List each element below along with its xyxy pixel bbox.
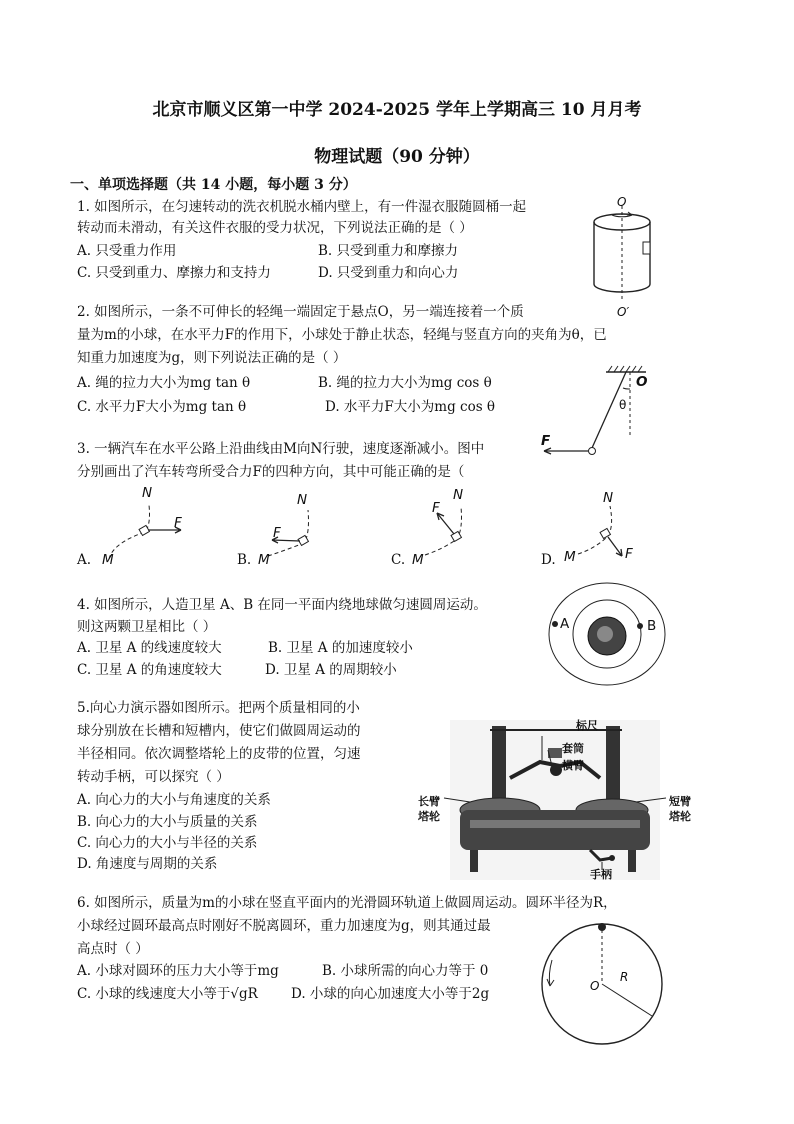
q6-fig-label-r: R — [620, 970, 629, 984]
q5-figure-centripetal-demonstrator — [450, 720, 660, 880]
q1-option-a: A. 只受重力作用 — [77, 243, 177, 259]
q3-option-c-n: N — [453, 487, 464, 503]
q3-option-d-f: F — [625, 546, 633, 562]
q4-option-c: C. 卫星 A 的角速度较大 — [77, 662, 222, 678]
q5-fig-label-long-arm: 长臂 — [418, 795, 440, 808]
q5-option-c: C. 向心力的大小与半径的关系 — [77, 835, 258, 851]
q6-option-a: A. 小球对圆环的压力大小等于mg — [77, 963, 279, 979]
q6-stem-line2: 小球经过圆环最高点时刚好不脱离圆环，重力加速度为g，则其通过最 — [77, 918, 491, 934]
q2-option-a: A. 绳的拉力大小为mg tan θ — [77, 375, 251, 391]
q5-fig-label-short-wheel: 塔轮 — [669, 810, 691, 823]
q5-fig-label-arm: 横臂 — [562, 759, 584, 772]
q3-option-d-m: M — [564, 549, 576, 565]
q2-fig-label-f: F — [541, 433, 551, 449]
q2-option-b: B. 绳的拉力大小为mg cos θ — [318, 375, 492, 391]
q4-option-a: A. 卫星 A 的线速度较大 — [77, 640, 222, 656]
q1-option-b: B. 只受到重力和摩擦力 — [318, 243, 459, 259]
q5-option-a: A. 向心力的大小与角速度的关系 — [77, 792, 271, 808]
q1-fig-label-bottom: O′ — [617, 305, 630, 319]
q6-option-b: B. 小球所需的向心力等于 0 — [322, 963, 489, 979]
q3-option-a-letter: A. — [77, 552, 92, 568]
q3-option-a-m: M — [102, 552, 114, 568]
q6-fig-label-o: O — [590, 979, 600, 993]
q3-option-b-letter: B. — [237, 552, 252, 568]
q2-option-d: D. 水平力F大小为mg cos θ — [325, 399, 496, 415]
q6-option-c: C. 小球的线速度大小等于√gR — [77, 986, 258, 1002]
exam-subtitle: 物理试题（90 分钟） — [314, 147, 480, 167]
q2-fig-label-theta: θ — [619, 398, 627, 412]
q3-option-d-letter: D. — [541, 552, 556, 568]
q4-stem-line2: 则这两颗卫星相比（ ） — [77, 619, 217, 635]
q4-fig-label-b: B — [647, 618, 657, 634]
exam-title: 北京市顺义区第一中学 2024-2025 学年上学期高三 10 月月考 — [152, 100, 642, 120]
q3-stem-line2: 分别画出了汽车转弯所受合力F的四种方向，其中可能正确的是（ — [77, 464, 465, 480]
q3-option-b-m: M — [258, 552, 270, 568]
q3-option-b-f: F — [273, 525, 281, 541]
q3-option-b-n: N — [297, 492, 308, 508]
q2-option-c: C. 水平力F大小为mg tan θ — [77, 399, 247, 415]
q1-fig-label-top: O — [617, 195, 627, 209]
q5-fig-label-long-wheel: 塔轮 — [418, 810, 440, 823]
q1-option-d: D. 只受到重力和向心力 — [318, 265, 459, 281]
q5-stem-line2: 球分别放在长槽和短槽内，使它们做圆周运动的 — [77, 723, 361, 739]
q6-stem-line1: 6. 如图所示，质量为m的小球在竖直平面内的光滑圆环轨道上做圆周运动。圆环半径为R， — [77, 895, 617, 911]
q4-figure-orbits — [545, 580, 675, 690]
section-heading: 一、单项选择题（共 14 小题，每小题 3 分） — [70, 177, 357, 193]
q6-option-d: D. 小球的向心加速度大小等于2g — [291, 986, 490, 1002]
q1-figure-drum — [590, 192, 670, 322]
q3-stem-line1: 3. 一辆汽车在水平公路上沿曲线由M向N行驶，速度逐渐减小。图中 — [77, 441, 485, 457]
q1-stem-line2: 转动而未滑动，有关这件衣服的受力状况，下列说法正确的是（ ） — [77, 220, 473, 236]
q5-stem-line3: 半径相同。依次调整塔轮上的皮带的位置，匀速 — [77, 746, 361, 762]
q3-option-c-m: M — [412, 552, 424, 568]
q3-option-d-n: N — [603, 490, 614, 506]
q3-option-a-n: N — [142, 485, 153, 501]
q1-stem-line1: 1. 如图所示，在匀速转动的洗衣机脱水桶内壁上，有一件湿衣服随圆桶一起 — [77, 199, 527, 215]
q5-option-b: B. 向心力的大小与质量的关系 — [77, 814, 258, 830]
q5-fig-label-ruler: 标尺 — [576, 719, 598, 732]
q4-option-d: D. 卫星 A 的周期较小 — [265, 662, 397, 678]
q6-stem-line3: 高点时（ ） — [77, 941, 149, 957]
q5-option-d: D. 角速度与周期的关系 — [77, 856, 218, 872]
q3-option-a-f: F — [174, 515, 182, 531]
q5-stem-line1: 5.向心力演示器如图所示。把两个质量相同的小 — [77, 700, 360, 716]
q4-fig-label-a: A — [560, 616, 570, 632]
q2-stem-line1: 2. 如图所示，一条不可伸长的轻绳一端固定于悬点O，另一端连接着一个质 — [77, 304, 524, 320]
q5-fig-label-sleeve: 套筒 — [562, 742, 584, 755]
q6-figure-ring — [538, 920, 668, 1050]
q5-fig-label-handle: 手柄 — [590, 868, 612, 881]
q1-option-c: C. 只受到重力、摩擦力和支持力 — [77, 265, 271, 281]
q4-option-b: B. 卫星 A 的加速度较小 — [268, 640, 413, 656]
q4-stem-line1: 4. 如图所示，人造卫星 A、B 在同一平面内绕地球做匀速圆周运动。 — [77, 597, 487, 613]
q2-fig-label-o: O — [636, 374, 648, 390]
q5-fig-label-short-arm: 短臂 — [669, 795, 691, 808]
q3-option-c-f: F — [432, 500, 440, 516]
q2-stem-line2: 量为m的小球，在水平力F的作用下，小球处于静止状态，轻绳与竖直方向的夹角为θ，已 — [77, 327, 607, 343]
q2-stem-line3: 知重力加速度为g，则下列说法正确的是（ ） — [77, 350, 347, 366]
q5-stem-line4: 转动手柄，可以探究（ ） — [77, 769, 230, 785]
q3-option-c-letter: C. — [391, 552, 406, 568]
